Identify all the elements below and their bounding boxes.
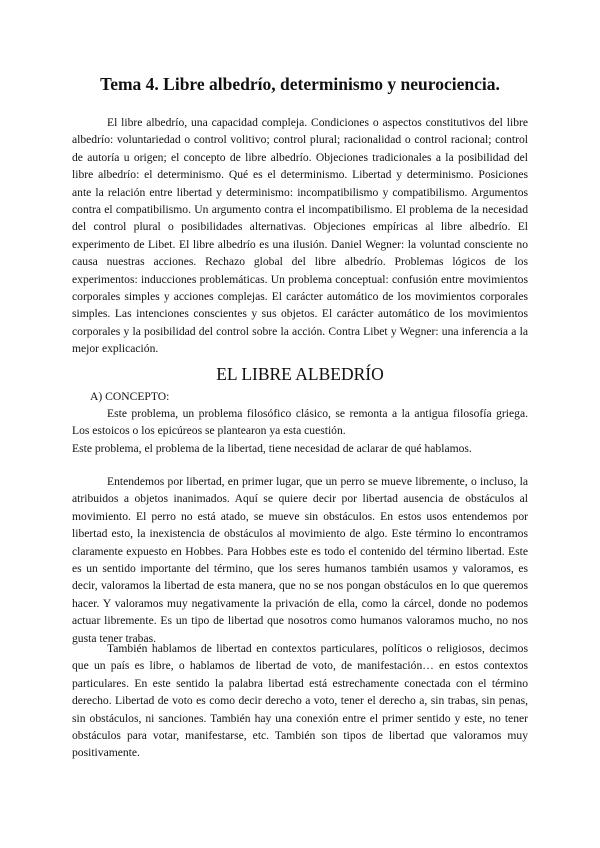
body-paragraph: Entendemos por libertad, en primer lugar, que un perro se mueve libremente, o incluso, la atribuidos a objetos inanimados. Aquí se quiere decir por libertad ausencia de obstáculos al movimiento. El perro no está atado, se mueve sin obstáculos. En estos usos entendemos por libertad esto, la inexistencia de obstáculos al movimiento de algo. Este término lo encontramos claramente expuesto en Hobbes. Para Hobbes este es todo el contenido del término libertad. Este es un sentido importante del término, que los seres humanos también usamos y valoramos, es decir, valoramos la libertad de esta manera, que no se nos pongan obstáculos en lo que queremos hacer. Y valoramos muy negativamente la privación de ella, como la cárcel, donde no podemos actuar libremente. Es un tipo de libertad que nosotros como humanos valoramos mucho, no nos gusta tener trabas. xyxy=(72,475,528,645)
section-heading: EL LIBRE ALBEDRÍO xyxy=(216,364,384,384)
intro-paragraph-line: Este problema, un problema filosófico clásico, se remonta a la antigua filosofía griega. Los estoicos o los epicúreos se plantearon ya esta cuestión. xyxy=(72,407,528,438)
intro-paragraph-line: Este problema, el problema de la libertad, tiene necesidad de aclarar de qué hablamos. xyxy=(72,441,472,455)
topic-summary-paragraph: El libre albedrío, una capacidad compleja. Condiciones o aspectos constitutivos del libre albedrío: voluntariedad o control volitivo; control plural; racionalidad o control racional; control de autoría u origen; el concepto de libre albedrío. Objeciones tradicionales a la posibilidad del libre albedrío: el determinismo. Qué es el determinismo. Libertad y determinismo. Posiciones ante la relación entre libertad y determinismo: incompatibilismo y compatibilismo. Argumentos contra el compatibilismo. Un argumento contra el incompatibilismo. El problema de la necesidad del control plural o posibilidades alternativas. Objeciones empíricas al libre albedrío. El experimento de Libet. El libre albedrío es una ilusión. Daniel Wegner: la voluntad consciente no causa nuestras acciones. Rechazo global del libre albedrío. Problemas lógicos de los experimentos: inducciones problemáticas. Un problema conceptual: confusión entre movimientos corporales simples y acciones complejas. El carácter automático de los movimientos corporales simples. Las intenciones conscientes y sus objetos. El carácter automático de los movimientos corporales y la posibilidad del control sobre la acción. Contra Libet y Wegner: una inferencia a la mejor explicación. xyxy=(72,116,528,356)
intro-paragraph xyxy=(72,405,528,457)
subsection-heading: A) CONCEPTO: xyxy=(90,390,170,403)
document-title: Tema 4. Libre albedrío, determinismo y neurociencia. xyxy=(100,74,500,94)
body-paragraph: También hablamos de libertad en contextos particulares, políticos o religiosos, decimos que un país es libre, o hablamos de libertad de voto, de manifestación… en estos contextos particulares. En este sentido la palabra libertad está estrechamente conectada con el término derecho. Libertad de voto es como decir derecho a voto, tener el derecho a, sin trabas, sin penas, sin obstáculos, ni sanciones. También hay una conexión entre el primer sentido y este, no tener obstáculos para votar, manifestarse, etc. También son tipos de libertad que valoramos muy positivamente. xyxy=(72,642,528,760)
